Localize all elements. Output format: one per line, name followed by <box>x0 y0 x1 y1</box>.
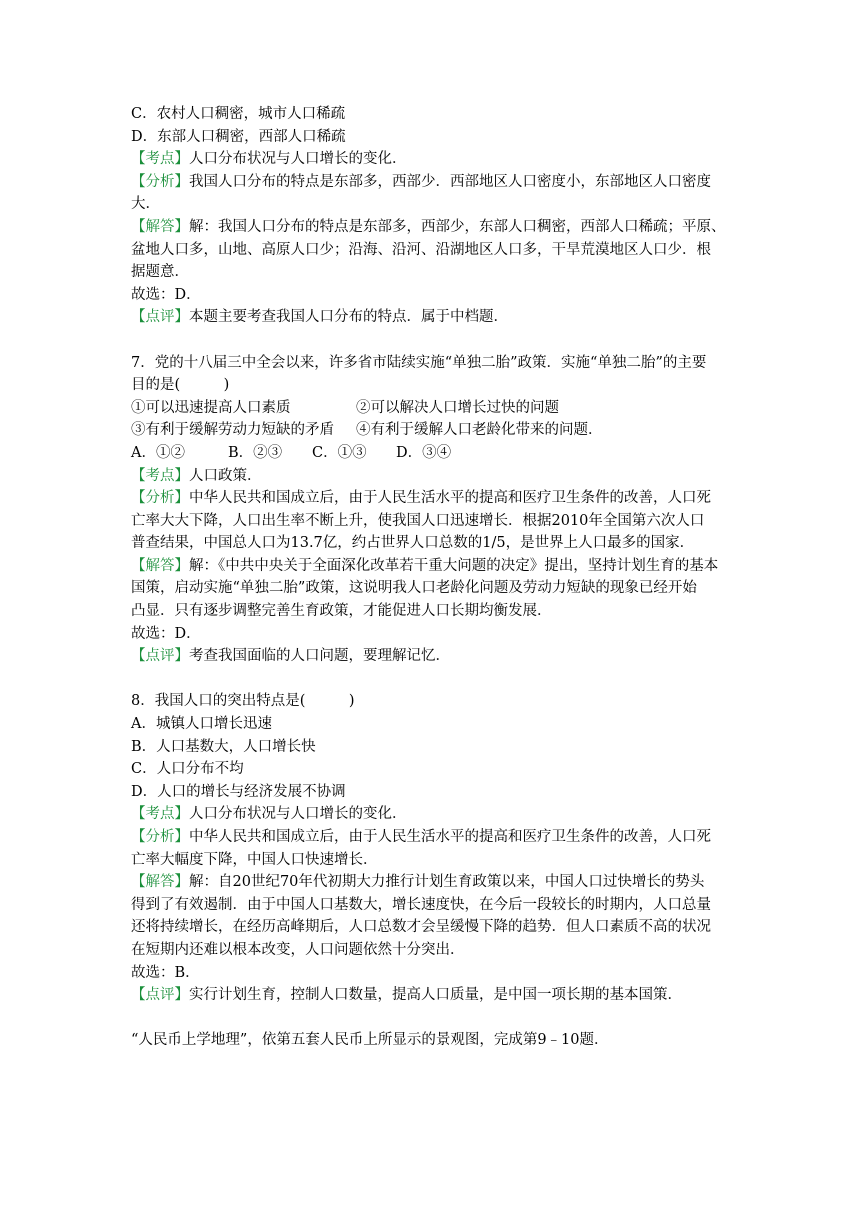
q7-stem: 7．党的十八届三中全会以来，许多省市陆续实施“单独二胎”政策．实施“单独二胎”的主要 <box>131 354 707 371</box>
kaodian-tag: 【考点】 <box>131 151 189 168</box>
q8-option-d: D．人口的增长与经济发展不协调 <box>131 783 346 800</box>
q6-fenxi: 【分析】我国人口分布的特点是东部多，西部少．西部地区人口密度小，东部地区人口密度 <box>131 173 711 190</box>
fenxi-tag: 【分析】 <box>131 173 189 190</box>
q8-dianping: 【点评】实行计划生育，控制人口数量，提高人口质量，是中国一项长期的基本国策． <box>131 987 682 1004</box>
intro-questions-9-10: “人民币上学地理”，依第五套人民币上所显示的景观图，完成第9﹣10题． <box>131 1032 609 1049</box>
q7-answer: 故选：D． <box>131 625 201 642</box>
q7-dianping: 【点评】考查我国面临的人口问题，要理解记忆． <box>131 648 450 665</box>
q8-kaodian: 【考点】人口分布状况与人口增长的变化． <box>131 806 407 823</box>
q8-stem: 8．我国人口的突出特点是( ) <box>131 693 355 710</box>
q8-option-a: A．城镇人口增长迅速 <box>131 716 272 733</box>
jieda-tag: 【解答】 <box>131 218 189 235</box>
q8-option-b: B．人口基数大，人口增长快 <box>131 738 316 755</box>
q8-fenxi: 【分析】中华人民共和国成立后，由于人民生活水平的提高和医疗卫生条件的改善，人口死 <box>131 829 711 845</box>
q7-fenxi: 【分析】中华人民共和国成立后，由于人民生活水平的提高和医疗卫生条件的改善，人口死 <box>131 490 711 507</box>
q6-dianping: 【点评】本题主要考查我国人口分布的特点．属于中档题． <box>131 309 508 326</box>
q7-choices: A．①② B．②③ C．①③ D．③④ <box>131 444 452 461</box>
q6-answer: 故选：D． <box>131 286 201 303</box>
q7-kaodian: 【考点】人口政策． <box>131 467 262 484</box>
q8-option-c: C．人口分布不均 <box>131 761 244 778</box>
q8-jieda: 【解答】解：自20世纪70年代初期大力推行计划生育政策以来，中国人口过快增长的势头 <box>131 874 705 891</box>
q6-option-c: C．农村人口稠密，城市人口稀疏 <box>131 106 346 122</box>
document-content: C．农村人口稠密，城市人口稀疏 D．东部人口稠密，西部人口稀疏 【考点】人口分布状况与人口增长的变化． 【分析】我国人口分布的特点是东部多，西部少．西部地区人口密度小，东部地区人口密度 大． 【解答】解：我国人口分布的特点是东部多，西部少，东部人口稠密，西部人口稀疏；平原、 盆地人口多，山地、高原人口少；沿海、沿河、沿湖地区人口多，干旱荒漠地区人口少．根 据题意． 故选：D． 【点评】本题主要考查我国人口分布的特点．属于中档题． 7．党的十八届三中全会以来，许多省市陆续实施“单独二胎”政策．实施“单独二胎”的主要 目的是( ) ①可以迅速提高人口素质 ②可以解决人口增长过快的问题 ③有利于缓解劳动力短缺的矛盾 ④有利于缓解人口老龄化带来的问题． A．①② B．②③ C．①③ D．③④ 【考点】人口政策． 【分析】中华人民共和国成立后，由于人民生活水平的提高和医疗卫生条件的改善，人口死 亡率大大下降，人口出生率不断上升，使我国人口迅速增长．根据2010年全国第六次人口 普查结果，中国总人口为13.7亿，约占世界人口总数的1/5，是世界上人口最多的国家． 【解答】解：《中共中央关于全面深化改革若干重大问题的决定》提出，坚持计划生育的基本 国策，启动实施“单独二胎”政策，这说明我人口老龄化问题及劳动力短缺的现象已经开始 凸显．只有逐步调整完善生育政策，才能促进人口长期均衡发展． 故选：D． 【点评】考查我国面临的人口问题，要理解记忆． 8．我国人口的突出特点是( ) A．城镇人口增长迅速 B．人口基数大，人口增长快 C．人口分布不均 D．人口的增长与经济发展不协调 【考点】人口分布状况与人口增长的变化． 【分析】中华人民共和国成立后，由于人民生活水平的提高和医疗卫生条件的改善，人口死 亡率大幅度下降，中国人口快速增长． 【解答】解：自20世纪70年代初期大力推行计划生育政策以来，中国人口过快增长的势头 得到了有效遏制．由于中国人口基数大，增长速度快，在今后一段较长的时期内，人口总量 还将持续增长，在经历高峰期后，人口总数才会呈缓慢下降的趋势．但人口素质不高的状况 在短期内还难以根本改变，人口问题依然十分突出． 故选：B． 【点评】实行计划生育，控制人口数量，提高人口质量，是中国一项长期的基本国策． “人民币上学地理”，依第五套人民币上所显示的景观图，完成第9﹣10题． <box>131 103 731 1052</box>
q7-items-row-1: ①可以迅速提高人口素质 ②可以解决人口增长过快的问题 <box>131 399 559 416</box>
q8-answer: 故选：B． <box>131 964 200 981</box>
q7-items-row-2: ③有利于缓解劳动力短缺的矛盾 ④有利于缓解人口老龄化带来的问题． <box>131 422 603 439</box>
q7-jieda: 【解答】解：《中共中央关于全面深化改革若干重大问题的决定》提出，坚持计划生育的基本 <box>131 557 719 574</box>
dianping-tag: 【点评】 <box>131 309 189 326</box>
q6-option-d: D．东部人口稠密，西部人口稀疏 <box>131 128 346 145</box>
q6-jieda: 【解答】解：我国人口分布的特点是东部多，西部少，东部人口稠密，西部人口稀疏；平原、 <box>131 218 726 235</box>
q6-kaodian: 【考点】人口分布状况与人口增长的变化． <box>131 151 407 168</box>
